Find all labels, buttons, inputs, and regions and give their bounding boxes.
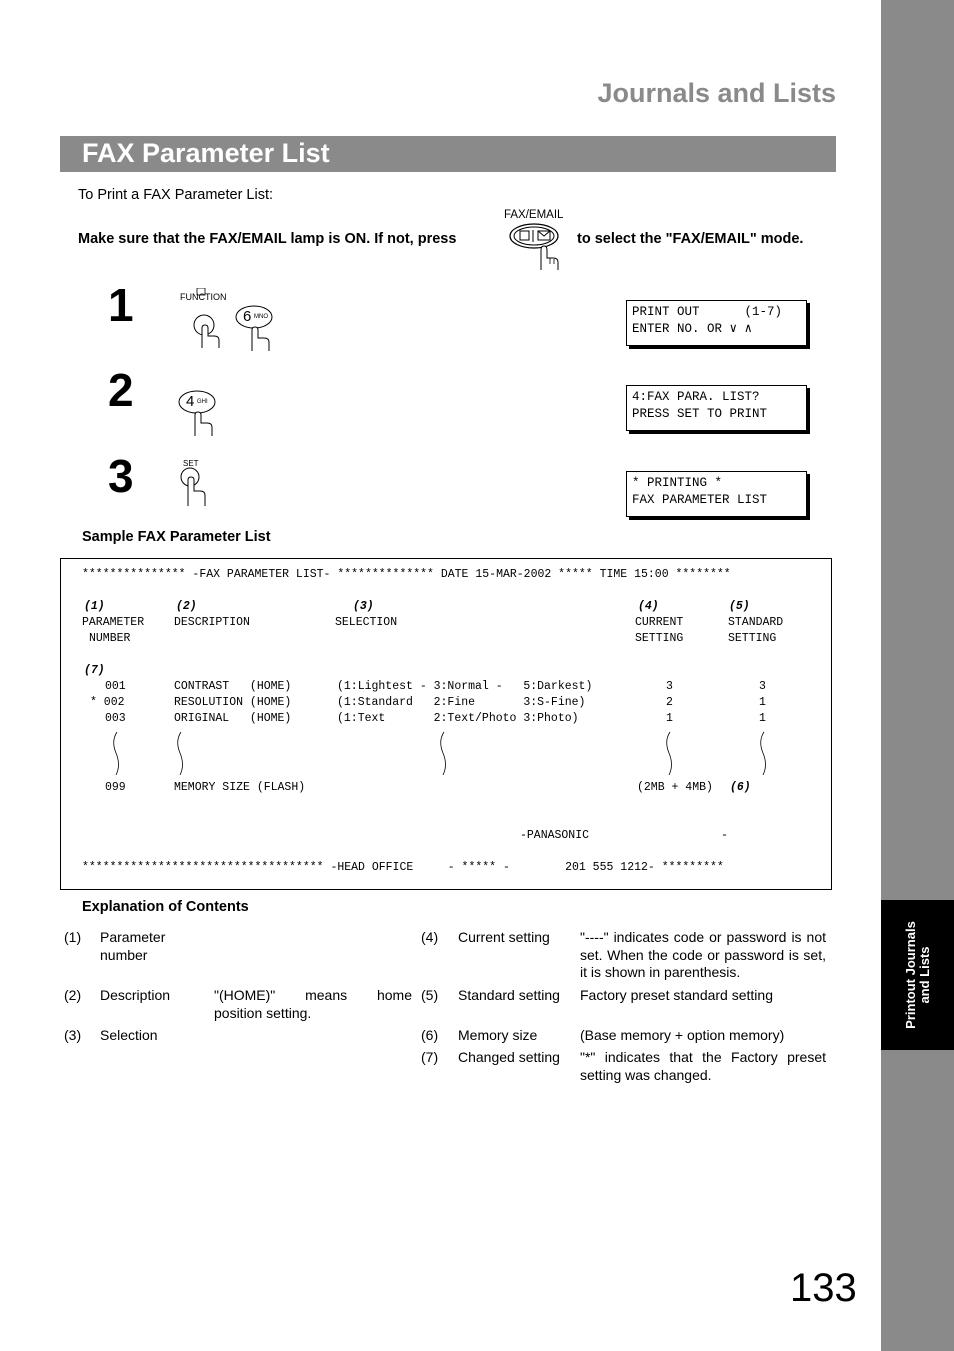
step-number-2: 2 [108,364,134,416]
column-mark-6: (6) [730,781,751,794]
row-memory-value: (2MB + 4MB) [637,781,713,794]
chapter-tab-line2: and Lists [916,946,932,1004]
column-mark-1: (1) [84,600,105,613]
expl-7-num: (7) [421,1049,439,1065]
row-memory-number: 099 [105,781,126,794]
column-mark-2: (2) [176,600,197,613]
omission-marks [61,729,833,779]
expl-6-num: (6) [421,1027,439,1043]
lcd-2-line-1: 4:FAX PARA. LIST? [632,390,760,404]
expl-3-label: Selection [100,1027,158,1043]
column-current: CURRENT [635,616,684,629]
expl-2-label: Description [100,987,171,1003]
row-2-selection: (1:Standard 2:Fine 3:S-Fine) [337,696,586,709]
lcd-3-line-1: * PRINTING * [632,476,723,490]
lcd-1-line-1: PRINT OUT (1-7) [632,305,783,319]
expl-7-label: Changed setting [458,1049,560,1065]
row-2-standard: 1 [759,696,766,709]
sample-list-printout [60,558,832,890]
instruction-after: to select the "FAX/EMAIL" mode. [577,231,804,247]
row-2-current: 2 [666,696,673,709]
column-standard: STANDARD [728,616,784,629]
lcd-2-line-2: PRESS SET TO PRINT [632,407,768,421]
intro-text: To Print a FAX Parameter List: [78,187,274,203]
four-key-icon [177,389,219,437]
explanation-heading: Explanation of Contents [82,899,249,915]
expl-2-num: (2) [64,987,82,1003]
expl-1-num: (1) [64,929,82,945]
column-number: NUMBER [89,632,131,645]
side-strip [881,0,954,1351]
fax-email-caption: FAX/EMAIL [504,209,564,221]
expl-5-num: (5) [421,987,439,1003]
chapter-tab-label [904,921,932,1029]
expl-5-desc: Factory preset standard setting [580,987,773,1003]
row-1-selection: (1:Lightest - 3:Normal - 5:Darkest) [337,680,593,693]
step-number-3: 3 [108,450,134,502]
section-title: FAX Parameter List [82,138,330,168]
page-number: 133 [790,1266,857,1310]
instruction-before: Make sure that the FAX/EMAIL lamp is ON. If not, press [78,231,457,247]
column-setting-standard: SETTING [728,632,777,645]
expl-2-desc: "(HOME)" means home position setting. [214,987,412,1021]
expl-4-num: (4) [421,929,439,945]
row-1-standard: 3 [759,680,766,693]
column-mark-4: (4) [638,600,659,613]
row-1-description: CONTRAST (HOME) [174,680,292,693]
four-key-sublabel: GHI [197,399,208,405]
row-1-number: 001 [105,680,126,693]
row-3-description: ORIGINAL (HOME) [174,712,292,725]
lcd-display-3 [626,471,807,517]
expl-6-label: Memory size [458,1027,538,1043]
row-3-selection: (1:Text 2:Text/Photo 3:Photo) [337,712,579,725]
page-header-title: Journals and Lists [597,78,836,108]
lcd-display-2 [626,385,807,431]
six-key-icon [234,304,276,352]
expl-4-desc: "----" indicates code or password is not set. When the code or password is set, it is shown in parenthesis. [580,929,826,980]
lcd-display-1 [626,300,807,346]
column-mark-3: (3) [353,600,374,613]
section-bar [60,136,836,172]
chapter-tab-line1: Printout Journals [902,921,918,1029]
sample-heading: Sample FAX Parameter List [82,529,271,545]
row-memory-description: MEMORY SIZE (FLASH) [174,781,306,794]
function-key-icon [192,288,222,350]
row-3-current: 1 [666,712,673,725]
row-2-description: RESOLUTION (HOME) [174,696,292,709]
row-1-current: 3 [666,680,673,693]
column-mark-5: (5) [729,600,750,613]
six-key-sublabel: MNO [254,314,268,320]
expl-5-label: Standard setting [458,987,560,1003]
expl-7-desc: "*" indicates that the Factory preset setting was changed. [580,1049,826,1083]
fax-email-button-icon [508,222,566,272]
expl-1-label: Parameter number [100,929,166,963]
column-mark-7: (7) [84,664,105,677]
row-3-number: 003 [105,712,126,725]
expl-6-desc: (Base memory + option memory) [580,1027,785,1043]
expl-3-num: (3) [64,1027,82,1043]
column-parameter: PARAMETER [82,616,145,629]
list-panasonic: -PANASONIC [520,829,590,842]
row-2-number: * 002 [90,696,125,709]
function-key-label: FUNCTION [180,292,227,302]
expl-4-label: Current setting [458,929,550,945]
set-key-icon [178,467,210,507]
row-3-standard: 1 [759,712,766,725]
step-number-1: 1 [108,279,134,331]
column-selection: SELECTION [335,616,398,629]
list-header-line: *************** -FAX PARAMETER LIST- ************** DATE 15-MAR-2002 ***** TIME 15:00 ******** [82,568,731,581]
six-key-label: 6 [243,308,252,325]
list-panasonic-dash: - [721,829,728,842]
chapter-tab [881,900,954,1050]
four-key-label: 4 [186,393,195,410]
list-footer-line: *********************************** -HEAD OFFICE - ***** - 201 555 1212- ********* [82,861,724,874]
lcd-1-line-2: ENTER NO. OR ∨ ∧ [632,322,753,336]
column-setting-current: SETTING [635,632,684,645]
lcd-3-line-2: FAX PARAMETER LIST [632,493,768,507]
column-description: DESCRIPTION [174,616,250,629]
set-key-label: SET [183,459,199,468]
